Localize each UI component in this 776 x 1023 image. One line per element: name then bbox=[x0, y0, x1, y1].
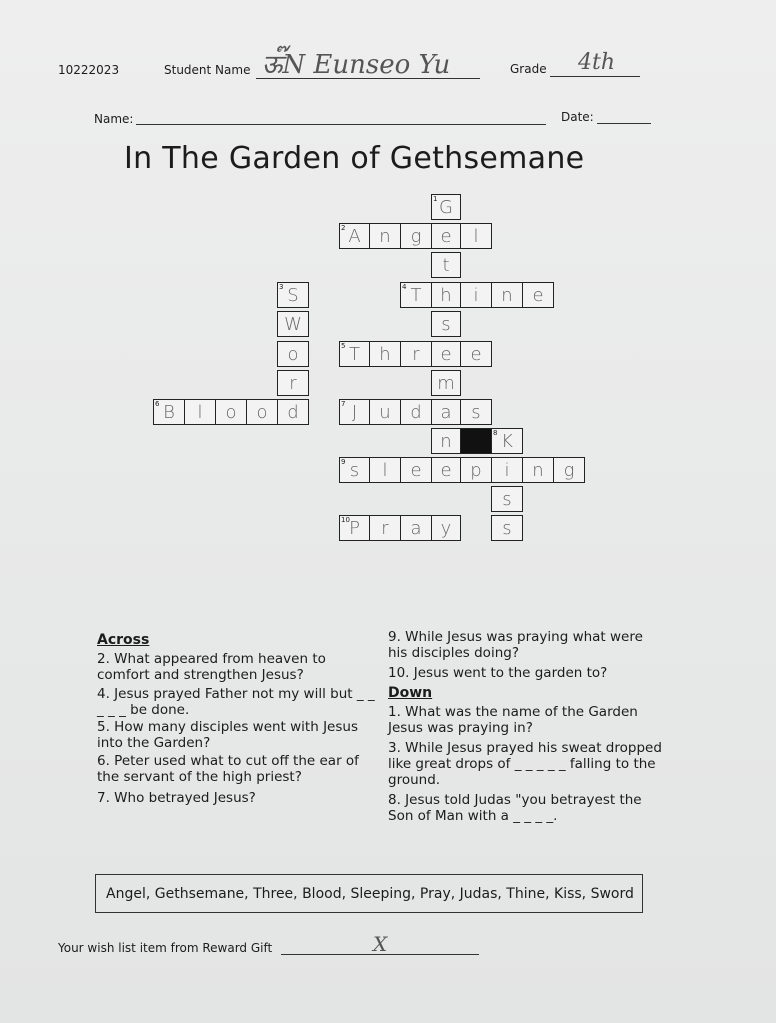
cell-s8[interactable]: g bbox=[553, 457, 585, 483]
cell-a2[interactable]: n bbox=[369, 223, 401, 249]
clue-down-8: 8. Jesus told Judas "you betrayest the Son of Man with a _ _ _ _. bbox=[388, 792, 642, 824]
across-clues bbox=[97, 632, 377, 806]
cell-j5[interactable]: s bbox=[460, 399, 492, 425]
cell-w4[interactable]: r bbox=[277, 370, 309, 396]
clue-across-9: 9. While Jesus was praying what were his disciples doing? bbox=[388, 629, 643, 661]
grade-label: Grade bbox=[510, 62, 547, 76]
clue-number-3: 3 bbox=[279, 283, 284, 291]
word-bank bbox=[95, 874, 643, 913]
cell-t1[interactable]: T bbox=[400, 282, 432, 308]
cell-b3[interactable]: o bbox=[215, 399, 247, 425]
clue-across-7: 7. Who betrayed Jesus? bbox=[97, 790, 256, 806]
cell-j4[interactable]: a bbox=[431, 399, 461, 425]
cell-w3[interactable]: o bbox=[277, 341, 309, 367]
cell-r4[interactable]: e bbox=[431, 341, 461, 367]
cell-a1[interactable]: A bbox=[339, 223, 370, 249]
cell-t5[interactable]: e bbox=[522, 282, 554, 308]
cell-g9[interactable]: n bbox=[431, 428, 461, 454]
worksheet-code: 10222023 bbox=[58, 63, 120, 77]
clue-number-1: 1 bbox=[433, 195, 438, 203]
cell-s3[interactable]: e bbox=[400, 457, 432, 483]
cell-g5[interactable]: s bbox=[431, 311, 461, 337]
cell-s7[interactable]: n bbox=[522, 457, 554, 483]
cell-b1[interactable]: B bbox=[153, 399, 185, 425]
cell-r1[interactable]: T bbox=[339, 341, 370, 367]
cell-g3[interactable]: t bbox=[431, 252, 461, 278]
student-name-label: Student Name bbox=[164, 63, 251, 77]
clue-across-2: 2. What appeared from heaven to comfort and strengthen Jesus? bbox=[97, 651, 326, 683]
cell-j2[interactable]: u bbox=[369, 399, 401, 425]
date-label: Date: bbox=[561, 110, 594, 124]
clue-number-10: 10 bbox=[341, 516, 350, 524]
clue-across-5: 5. How many disciples went with Jesus into the Garden? bbox=[97, 719, 358, 751]
cell-p4[interactable]: y bbox=[431, 515, 461, 541]
black-cell bbox=[460, 428, 492, 454]
clue-number-5: 5 bbox=[341, 342, 346, 350]
cell-s1[interactable]: s bbox=[339, 457, 370, 483]
cell-k5[interactable]: s bbox=[491, 515, 523, 541]
clue-number-9: 9 bbox=[341, 458, 346, 466]
grade-value[interactable]: 4th bbox=[578, 50, 616, 75]
student-name-value[interactable]: ऊ๊N Eunseo Yu bbox=[262, 50, 451, 80]
cell-w2[interactable]: W bbox=[277, 311, 309, 337]
down-heading: Down bbox=[388, 685, 433, 701]
across-heading: Across bbox=[97, 632, 150, 648]
clue-number-4: 4 bbox=[402, 283, 407, 291]
clue-across-10: 10. Jesus went to the garden to? bbox=[388, 665, 608, 681]
wish-list-label: Your wish list item from Reward Gift bbox=[58, 941, 273, 955]
cell-t2[interactable]: h bbox=[431, 282, 461, 308]
cell-a4[interactable]: e bbox=[431, 223, 461, 249]
wish-list-value[interactable]: X bbox=[373, 932, 388, 956]
cell-p2[interactable]: r bbox=[369, 515, 401, 541]
page-title: In The Garden of Gethsemane bbox=[124, 141, 585, 176]
right-clues bbox=[388, 629, 663, 824]
cell-g1[interactable]: G bbox=[431, 194, 461, 220]
cell-a3[interactable]: g bbox=[400, 223, 432, 249]
cell-r5[interactable]: e bbox=[460, 341, 492, 367]
name-label: Name: bbox=[94, 112, 134, 126]
cell-b2[interactable]: l bbox=[184, 399, 216, 425]
clue-down-3: 3. While Jesus prayed his sweat dropped like great drops of _ _ _ _ _ falling to the ground. bbox=[388, 740, 662, 788]
cell-s6[interactable]: i bbox=[491, 457, 523, 483]
cell-j1[interactable]: J bbox=[339, 399, 370, 425]
word-bank-text: Angel, Gethsemane, Three, Blood, Sleeping, Pray, Judas, Thine, Kiss, Sword bbox=[106, 885, 634, 902]
clue-number-8: 8 bbox=[493, 429, 498, 437]
cell-r3[interactable]: r bbox=[400, 341, 432, 367]
cell-b5[interactable]: d bbox=[277, 399, 309, 425]
cell-j3[interactable]: d bbox=[400, 399, 432, 425]
clue-down-1: 1. What was the name of the Garden Jesus was praying in? bbox=[388, 704, 638, 736]
cell-p1[interactable]: P bbox=[339, 515, 370, 541]
clue-across-4: 4. Jesus prayed Father not my will but _ _ _ _ _ be done. bbox=[97, 686, 375, 718]
cell-w1[interactable]: S bbox=[277, 282, 309, 308]
cell-t3[interactable]: i bbox=[460, 282, 492, 308]
cell-a5[interactable]: l bbox=[460, 223, 492, 249]
cell-b4[interactable]: o bbox=[246, 399, 278, 425]
cell-k4[interactable]: s bbox=[491, 486, 523, 512]
clue-number-7: 7 bbox=[341, 400, 346, 408]
clue-number-2: 2 bbox=[341, 224, 346, 232]
cell-g7[interactable]: m bbox=[431, 370, 461, 396]
clue-number-6: 6 bbox=[155, 400, 160, 408]
clue-across-6: 6. Peter used what to cut off the ear of the servant of the high priest? bbox=[97, 753, 359, 785]
cell-s5[interactable]: p bbox=[460, 457, 492, 483]
cell-p3[interactable]: a bbox=[400, 515, 432, 541]
cell-s2[interactable]: l bbox=[369, 457, 401, 483]
cell-t4[interactable]: n bbox=[491, 282, 523, 308]
cell-s4[interactable]: e bbox=[431, 457, 461, 483]
cell-k1[interactable]: K bbox=[491, 428, 523, 454]
cell-r2[interactable]: h bbox=[369, 341, 401, 367]
